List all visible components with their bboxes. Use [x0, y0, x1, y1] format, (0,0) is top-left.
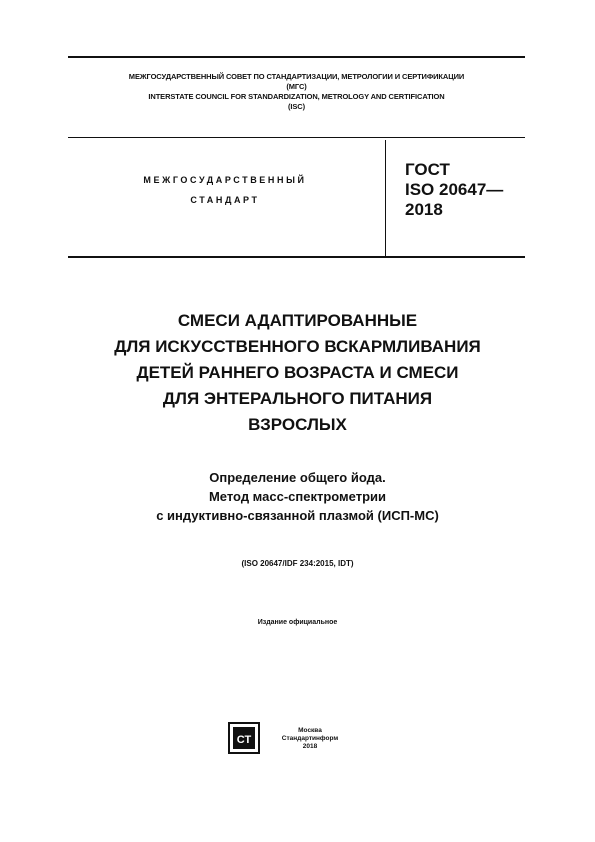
title-line-2: ДЛЯ ИСКУССТВЕННОГО ВСКАРМЛИВАНИЯ [114, 337, 481, 356]
imprint-block [270, 727, 350, 751]
title-line-1: СМЕСИ АДАПТИРОВАННЫЕ [177, 311, 418, 330]
imprint-city: Москва [298, 727, 322, 734]
council-name-ru: МЕЖГОСУДАРСТВЕННЫЙ СОВЕТ ПО СТАНДАРТИЗАЦИИ, МЕТРОЛОГИИ И СЕРТИФИКАЦИИ [128, 72, 465, 81]
imprint-publisher: Стандартинформ [281, 735, 339, 742]
title-line-3: ДЕТЕЙ РАННЕГО ВОЗРАСТА И СМЕСИ [136, 363, 459, 382]
council-rule [68, 137, 525, 138]
document-title [40, 308, 555, 438]
imprint-year: 2018 [302, 743, 318, 750]
header-bottom-rule [68, 256, 525, 258]
official-edition-note: Издание официальное [257, 619, 338, 626]
top-rule [68, 56, 525, 58]
title-line-4: ДЛЯ ЭНТЕРАЛЬНОГО ПИТАНИЯ [162, 389, 433, 408]
designation-line-1: ГОСТ [405, 160, 450, 179]
title-line-5: ВЗРОСЛЫХ [248, 415, 347, 434]
subtitle-line-1: Определение общего йода. [209, 470, 386, 485]
council-abbr-en: (ISC) [288, 102, 305, 111]
designation-line-2: ISO 20647— [405, 180, 504, 199]
standard-designation [405, 160, 503, 220]
subtitle-line-3: с индуктивно-связанной плазмой (ИСП-МС) [156, 508, 439, 523]
designation-line-3: 2018 [405, 200, 443, 219]
identical-reference: (ISO 20647/IDF 234:2015, IDT) [241, 559, 354, 568]
standard-type-line-2: СТАНДАРТ [190, 195, 260, 205]
council-block [68, 72, 525, 112]
publisher-logo-icon [228, 722, 260, 754]
council-abbr-ru: (МГС) [286, 82, 307, 91]
subtitle-line-2: Метод масс-спектрометрии [208, 489, 387, 504]
header-divider [385, 140, 386, 256]
council-name-en: INTERSTATE COUNCIL FOR STANDARDIZATION, METROLOGY AND CERTIFICATION [148, 92, 445, 101]
standard-type-line-1: МЕЖГОСУДАРСТВЕННЫЙ [143, 175, 307, 185]
publisher-logo-text: СТ [236, 734, 252, 746]
document-subtitle [40, 468, 555, 525]
standard-type-label [100, 170, 350, 210]
